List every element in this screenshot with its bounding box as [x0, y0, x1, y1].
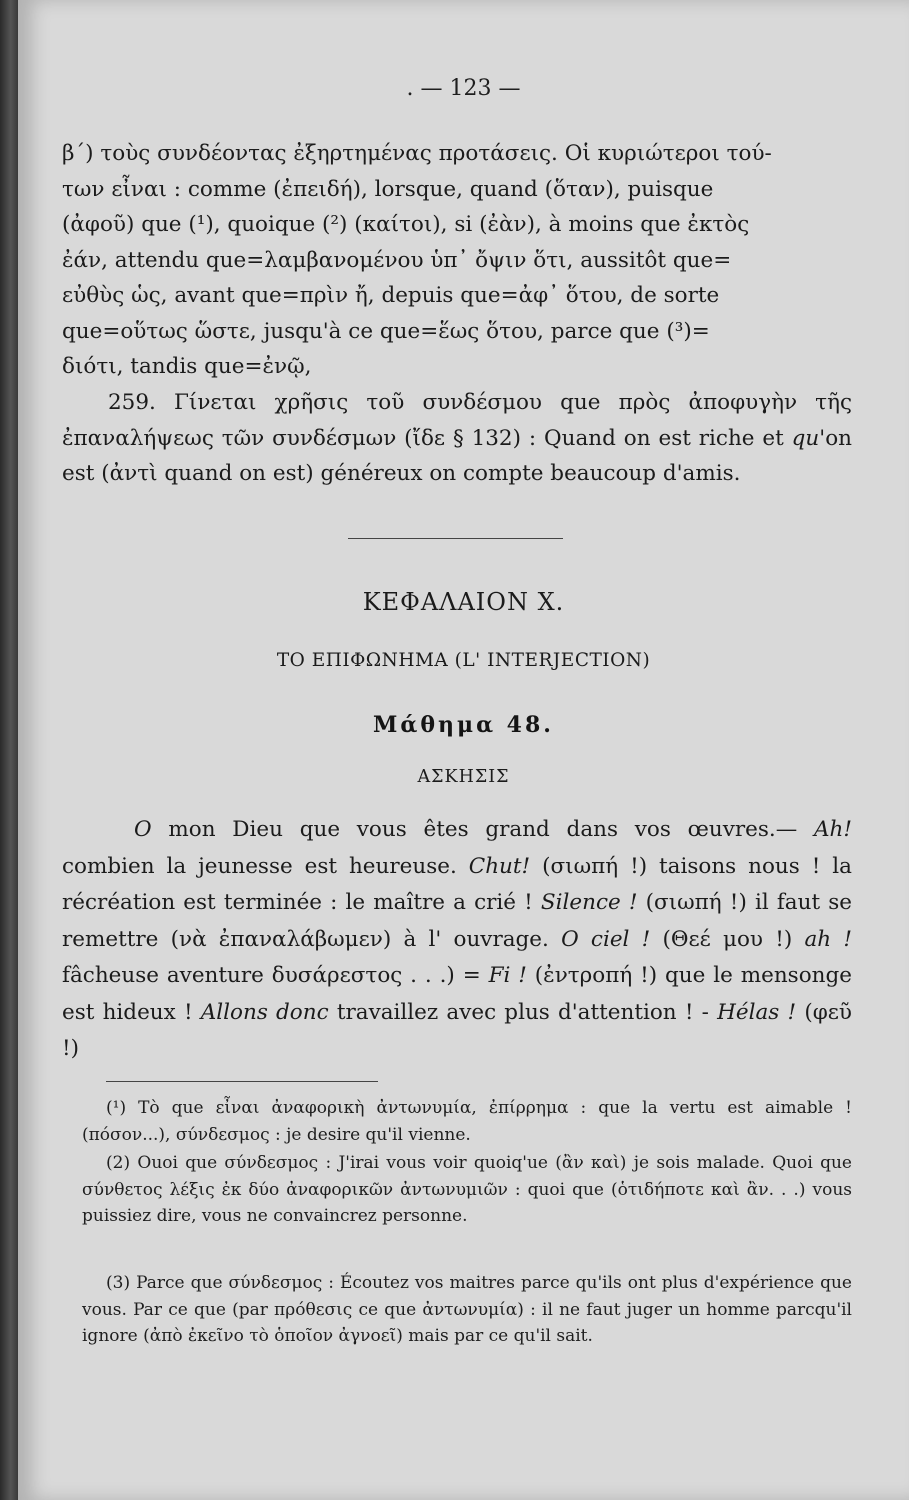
interjection: ah !	[804, 926, 852, 952]
lesson-title: Μάθημα 48.	[373, 712, 554, 738]
exercise-sentence: travaillez avec plus d'attention ! -	[328, 999, 718, 1025]
text-line: β΄) τοὺς συνδέοντας ἐξηρτημένας προτάσεις. Οἱ κυριώτεροι τού-	[62, 141, 772, 166]
footnote-3: (3) Parce que σύνδεσμος : Écoutez vos maitres parce qu'ils ont plus d'expérience que vous. Par ce que (par πρόθεσις ce que ἀντωνυμία) : il ne faut juger un homme parcqu'il ignore (ἀπὸ ἐκεῖνο τὸ ὁποῖον ἀγνοεῖ) mais par ce qu'il sait.	[82, 1273, 852, 1346]
exercise-sentence: (φεῦ !)	[62, 999, 852, 1061]
chapter-title: ΚΕΦΑΛΑΙΟΝ X.	[362, 588, 565, 616]
exercise-sentence: fâcheuse aventure δυσάρεστος . . .) =	[62, 963, 489, 988]
paragraph-text: 259. Γίνεται χρῆσις τοῦ συνδέσμου que πρὸς ἀποφυγὴν τῆς ἐπαναλήψεως τῶν συνδέσμων (ἴδε § 132) : Quand on est riche et	[62, 390, 852, 451]
text-line: διότι, tandis que=ἐνῷ,	[62, 354, 312, 379]
text-line: των εἶναι : comme (ἐπειδή), lorsque, quand (ὅταν), puisque	[62, 176, 714, 202]
paragraph-text: on est (ἀντὶ quand on est) généreux on compte beaucoup d'amis.	[62, 425, 852, 486]
book-page	[18, 0, 909, 1500]
footnote-2: (2) Ouoi que σύνδεσμος : J'irai vous voir quoiq'ue (ἂν καὶ) je sois malade. Quoi que σύνθετος λέξις ἐκ δύο ἀναφορικῶν ἀντωνυμιῶν : quoi que (ὁτιδήποτε καὶ ἂν. . .) vous puissiez dire, vous ne convaincrez personne.	[82, 1153, 852, 1226]
text-line: εὐθὺς ὡς, avant que=πρὶν ἤ, depuis que=ἀφ᾽ ὅτου, de sorte	[62, 283, 720, 308]
exercise-sentence: (ἐντροπή !) que le mensonge est hideux !	[62, 963, 852, 1025]
interjection: O	[134, 817, 152, 842]
text-line: (ἀφοῦ) que (¹), quoique (²) (καίτοι), si (ἐὰν), à moins que ἐκτὸς	[62, 212, 750, 237]
interjection: Hélas !	[717, 999, 797, 1025]
book-spine-edge	[0, 0, 18, 1500]
interjection: O ciel !	[561, 926, 651, 952]
paragraph-259	[62, 385, 852, 492]
exercise-text	[62, 812, 852, 1068]
exercise-sentence: (σιωπή !) taisons nous ! la récréation est terminée : le maître a crié !	[62, 853, 852, 915]
exercise-sentence: (Θεέ μου !)	[650, 926, 805, 952]
exercise-sentence: mon Dieu que vous êtes grand dans vos œuvres.—	[151, 817, 814, 842]
section-divider	[348, 538, 563, 539]
footnote-1: (¹) Τὸ que εἶναι ἀναφορικὴ ἀντωνυμία, ἐπίρρημα : que la vertu est aimable ! (πόσον...), σύνδεσμος : je desire qu'il vienne.	[82, 1098, 852, 1145]
exercise-sentence: combien la jeunesse est heureuse.	[62, 853, 469, 879]
interjection: Silence !	[540, 890, 638, 915]
text-line: ἐάν, attendu que=λαμβανομένου ὑπ᾽ ὄψιν ὅτι, aussitôt que=	[62, 247, 732, 273]
text-line: que=οὕτως ὥστε, jusqu'à ce que=ἕως ὅτου, parce que (³)=	[62, 318, 710, 344]
paragraph-conjunctions	[62, 136, 852, 385]
exercise-heading: ΑΣΚΗΣΙΣ	[417, 767, 510, 787]
interjection: Allons donc	[200, 999, 329, 1025]
page-number: . — 123 —	[406, 76, 521, 101]
exercise-sentence: (σιωπή !) il faut se remettre (νὰ ἐπαναλάβωμεν) à l' ouvrage.	[62, 890, 852, 952]
interjection: Chut!	[468, 853, 531, 879]
interjection: Fi !	[488, 963, 527, 988]
chapter-subtitle: ΤΟ ΕΠΙΦΩΝΗΜΑ (L' INTERJECTION)	[276, 650, 651, 671]
interjection: Ah!	[813, 817, 852, 842]
footnote-divider	[106, 1081, 378, 1082]
italic-word: qu'	[791, 425, 826, 451]
